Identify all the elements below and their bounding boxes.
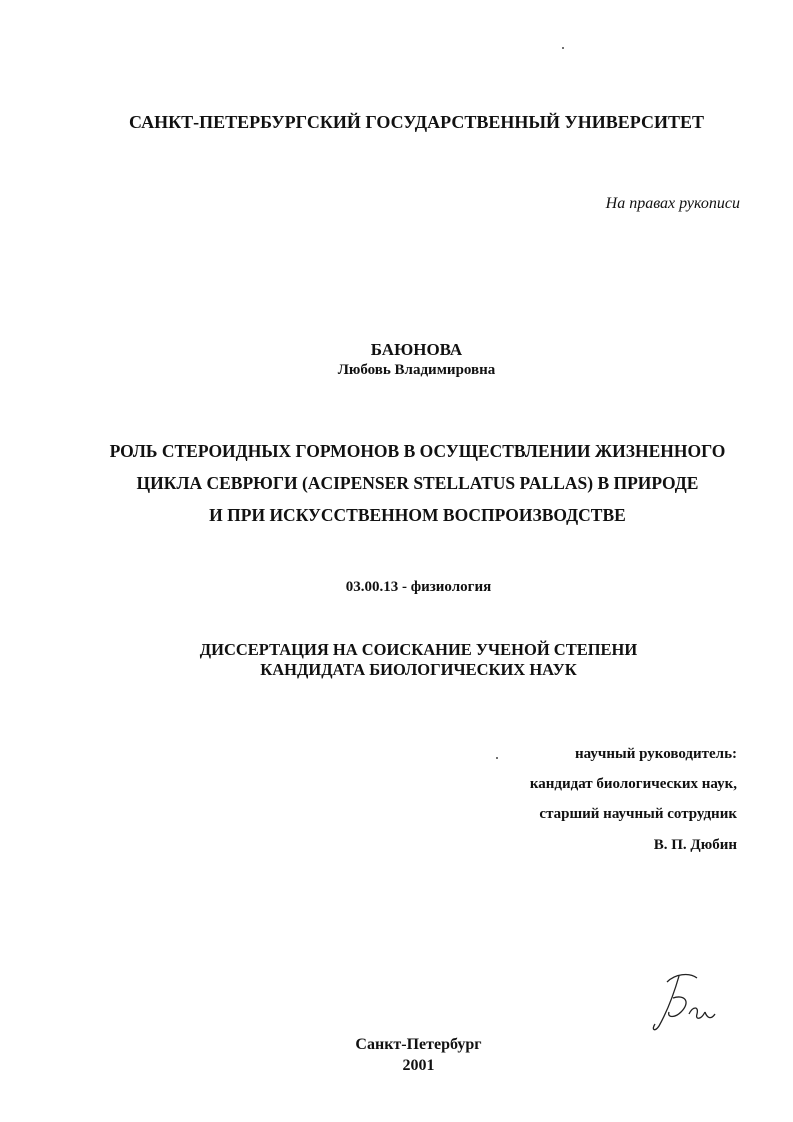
dissertation-type-line-1: ДИССЕРТАЦИЯ НА СОИСКАНИЕ УЧЕНОЙ СТЕПЕНИ <box>199 640 638 659</box>
university-heading: САНКТ-ПЕТЕРБУРГСКИЙ ГОСУДАРСТВЕННЫЙ УНИВЕРСИТЕТ <box>128 112 705 132</box>
thesis-title-line-2: ЦИКЛА СЕВРЮГИ (ACIPENSER STELLATUS PALLAS) В ПРИРОДЕ <box>136 473 699 493</box>
scan-speck <box>496 757 498 759</box>
publication-city: Санкт-Петербург <box>355 1036 482 1053</box>
supervisor-degree: кандидат биологических наук, <box>529 776 737 792</box>
supervisor-label: научный руководитель: <box>575 746 737 762</box>
specialty-code: 03.00.13 - физиология <box>345 579 492 595</box>
handwritten-signature <box>645 968 725 1038</box>
dissertation-type-line-2: КАНДИДАТА БИОЛОГИЧЕСКИХ НАУК <box>260 660 577 679</box>
thesis-title-line-1: РОЛЬ СТЕРОИДНЫХ ГОРМОНОВ В ОСУЩЕСТВЛЕНИИ ЖИЗНЕННОГО <box>109 441 726 461</box>
manuscript-rights-note: На правах рукописи <box>605 195 740 212</box>
author-given-names: Любовь Владимировна <box>337 362 496 378</box>
scan-speck <box>562 47 564 49</box>
thesis-title-line-3: И ПРИ ИСКУССТВЕННОМ ВОСПРОИЗВОДСТВЕ <box>209 505 626 525</box>
author-surname: БАЮНОВА <box>370 340 463 359</box>
supervisor-position: старший научный сотрудник <box>539 806 737 822</box>
publication-year: 2001 <box>402 1057 435 1074</box>
supervisor-name: В. П. Дюбин <box>653 837 737 853</box>
